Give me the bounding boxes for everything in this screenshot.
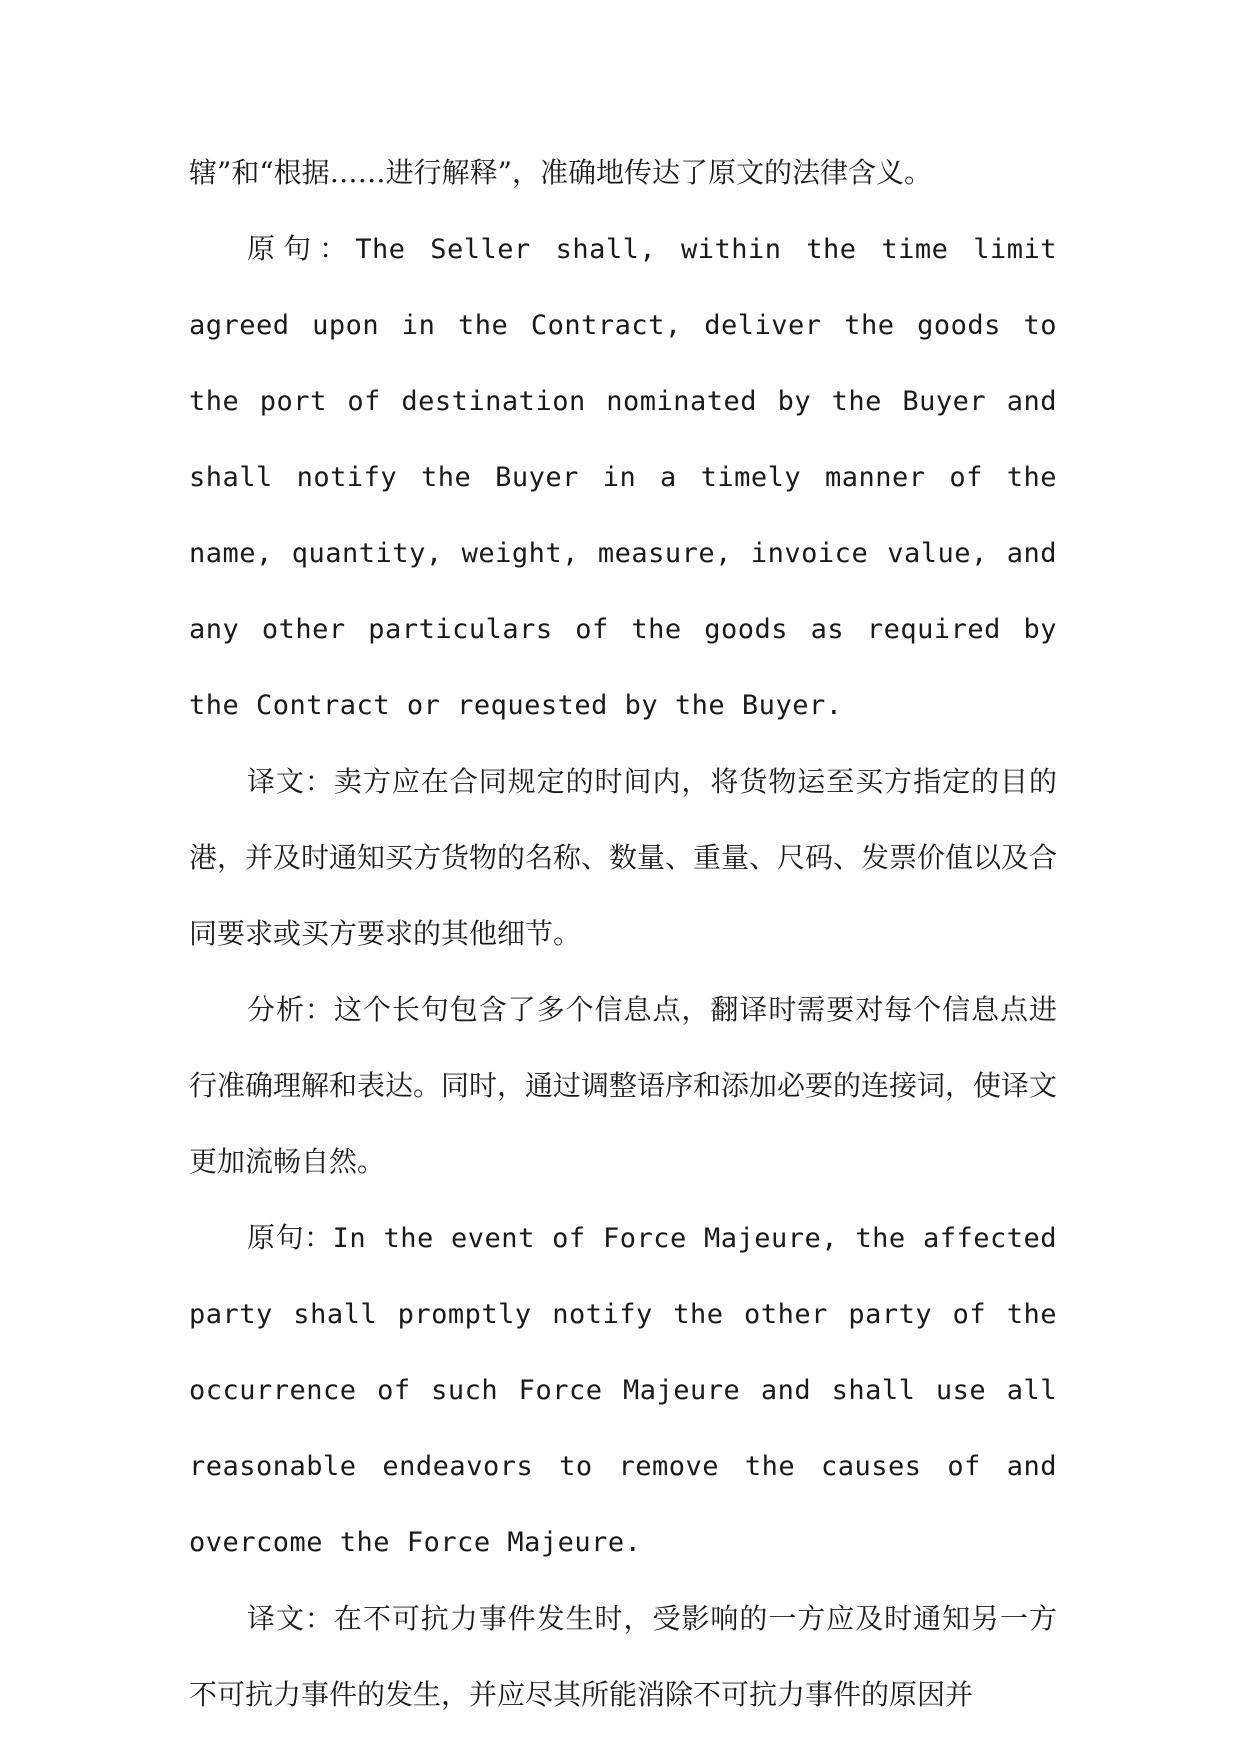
paragraph-translation-2 bbox=[189, 1581, 1057, 1733]
paragraph-source-sentence-2 bbox=[189, 1200, 1057, 1581]
paragraph-text: 辖”和“根据……进行解释”，准确地传达了原文的法律含义。 bbox=[189, 156, 932, 189]
paragraph-source-sentence-1 bbox=[189, 211, 1057, 744]
paragraph-text: 在不可抗力事件发生时，受影响的一方应及时通知另一方不可抗力事件的发生，并应尽其所能消除不可抗力事件的原因并 bbox=[189, 1602, 1057, 1711]
paragraph-continuation bbox=[189, 135, 1057, 211]
document-body bbox=[189, 135, 1057, 1733]
paragraph-analysis bbox=[189, 972, 1057, 1200]
paragraph-text: 这个长句包含了多个信息点，翻译时需要对每个信息点进行准确理解和表达。同时，通过调整语序和添加必要的连接词，使译文更加流畅自然。 bbox=[189, 993, 1058, 1178]
paragraph-text: In the event of Force Majeure, the affected party shall promptly notify the other party of the occurrence of such Force Majeure and shall use all reasonable endeavors to remove the causes of and overcome the Force Majeure. bbox=[189, 1223, 1057, 1558]
paragraph-text: 卖方应在合同规定的时间内，将货物运至买方指定的目的港，并及时通知买方货物的名称、数量、重量、尺码、发票价值以及合同要求或买方要求的其他细节。 bbox=[189, 765, 1058, 950]
paragraph-label: 原句： bbox=[247, 232, 356, 265]
paragraph-label: 分析： bbox=[247, 993, 334, 1026]
paragraph-translation-1 bbox=[189, 744, 1057, 972]
paragraph-text: The Seller shall, within the time limit agreed upon in the Contract, deliver the goods to the port of destination nominated by the Buyer and shall notify the Buyer in a timely manner of the name, quantity, weight, measure, invoice value, and any other particulars of the goods as required by the Contract or requested by the Buyer. bbox=[189, 234, 1057, 721]
paragraph-label: 原句： bbox=[247, 1221, 333, 1254]
paragraph-label: 译文： bbox=[247, 765, 334, 798]
paragraph-label: 译文： bbox=[247, 1602, 334, 1635]
